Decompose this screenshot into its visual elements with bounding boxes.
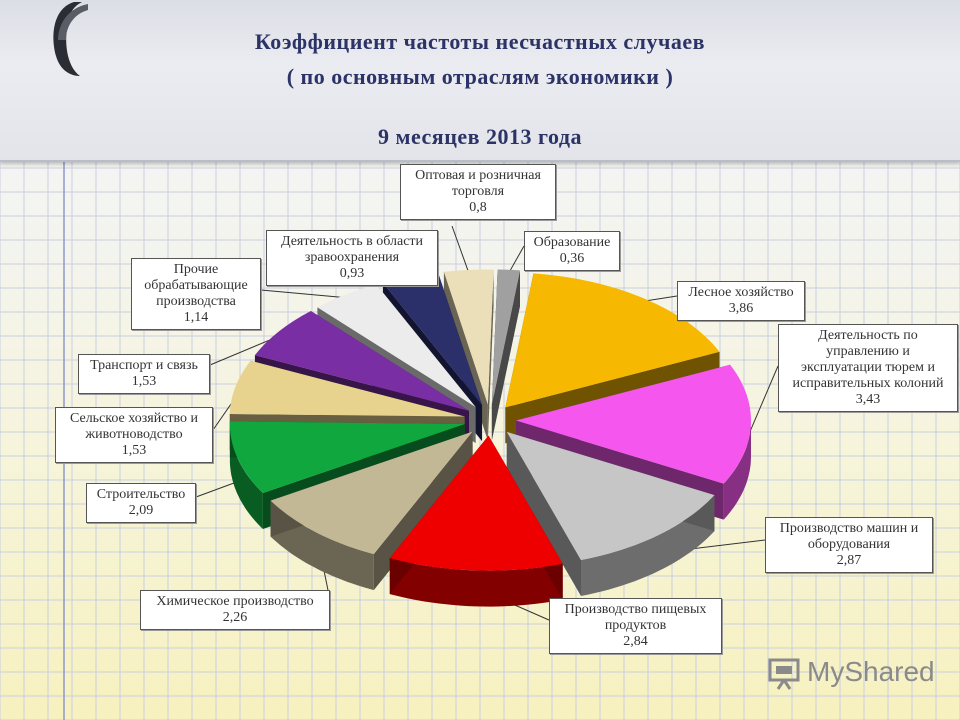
slice-label xyxy=(131,258,261,330)
slice-label-text: Прочие xyxy=(173,262,219,277)
slice-label xyxy=(778,324,958,412)
slice-label-text: Химическое производство xyxy=(156,594,314,609)
slice-label-text: Оптовая и розничная xyxy=(415,168,541,183)
slice-label xyxy=(400,164,556,220)
slice-label xyxy=(266,230,438,286)
slice-value: 2,09 xyxy=(128,503,154,518)
watermark-text: MyShared xyxy=(807,656,935,687)
leader-line xyxy=(452,226,469,274)
slice-label-text: исправительных колоний xyxy=(792,376,944,391)
slice-value: 2,87 xyxy=(836,553,862,568)
slice-label-text: Производство пищевых xyxy=(564,602,707,617)
slice-label-text: эксплуатации тюрем и xyxy=(801,360,935,375)
presentation-icon xyxy=(767,656,803,690)
slice-label-text: обрабатывающие xyxy=(144,278,248,293)
slice-label-text: Лесное хозяйство xyxy=(688,285,794,300)
watermark xyxy=(767,656,935,690)
slice-label xyxy=(765,517,933,573)
slice-label-text: Производство машин и xyxy=(779,521,919,536)
slice-label xyxy=(524,231,620,271)
slice-label-text: Строительство xyxy=(96,487,186,502)
slice-label-text: Транспорт и связь xyxy=(90,358,198,373)
slice-label xyxy=(140,590,330,630)
pie-slices xyxy=(230,269,751,606)
slice-label-text: продуктов xyxy=(604,618,667,633)
slice-value: 3,43 xyxy=(855,392,881,407)
slice-value: 0,36 xyxy=(559,251,585,266)
title-line-1: Коэффициент частоты несчастных случаев xyxy=(254,29,706,54)
slice-value: 1,14 xyxy=(183,310,209,325)
leader-line xyxy=(261,290,349,298)
slice-label xyxy=(549,598,722,654)
slice-label-text: животноводство xyxy=(85,427,183,442)
slice-label xyxy=(677,281,805,321)
slice-label-text: зравоохранения xyxy=(304,250,400,265)
slice-label-text: оборудования xyxy=(807,537,891,552)
slice-label-text: управлению и xyxy=(826,344,910,359)
slice-label-text: Деятельность в области xyxy=(280,234,424,249)
slice-value: 3,86 xyxy=(728,301,754,316)
slice-label xyxy=(78,354,210,394)
slice-label-text: Сельское хозяйство и xyxy=(69,411,199,426)
slice-label-text: Образование xyxy=(533,235,611,250)
title-line-2: ( по основным отраслям экономики ) xyxy=(286,64,674,89)
title-line-3: 9 месяцев 2013 года xyxy=(378,124,582,149)
slice-label xyxy=(55,407,213,463)
slice-value: 1,53 xyxy=(131,374,157,389)
slice-label xyxy=(86,483,196,523)
slice-value: 2,26 xyxy=(222,610,248,625)
slice-value: 0,8 xyxy=(469,200,487,215)
leader-line xyxy=(508,246,524,274)
slice-label-text: производства xyxy=(156,294,236,309)
slice-value: 1,53 xyxy=(121,443,147,458)
slice-value: 0,93 xyxy=(339,266,365,281)
slice-value: 2,84 xyxy=(623,634,648,649)
slice-label-text: торговля xyxy=(451,184,505,199)
slice-label-text: Деятельность по xyxy=(818,328,918,343)
